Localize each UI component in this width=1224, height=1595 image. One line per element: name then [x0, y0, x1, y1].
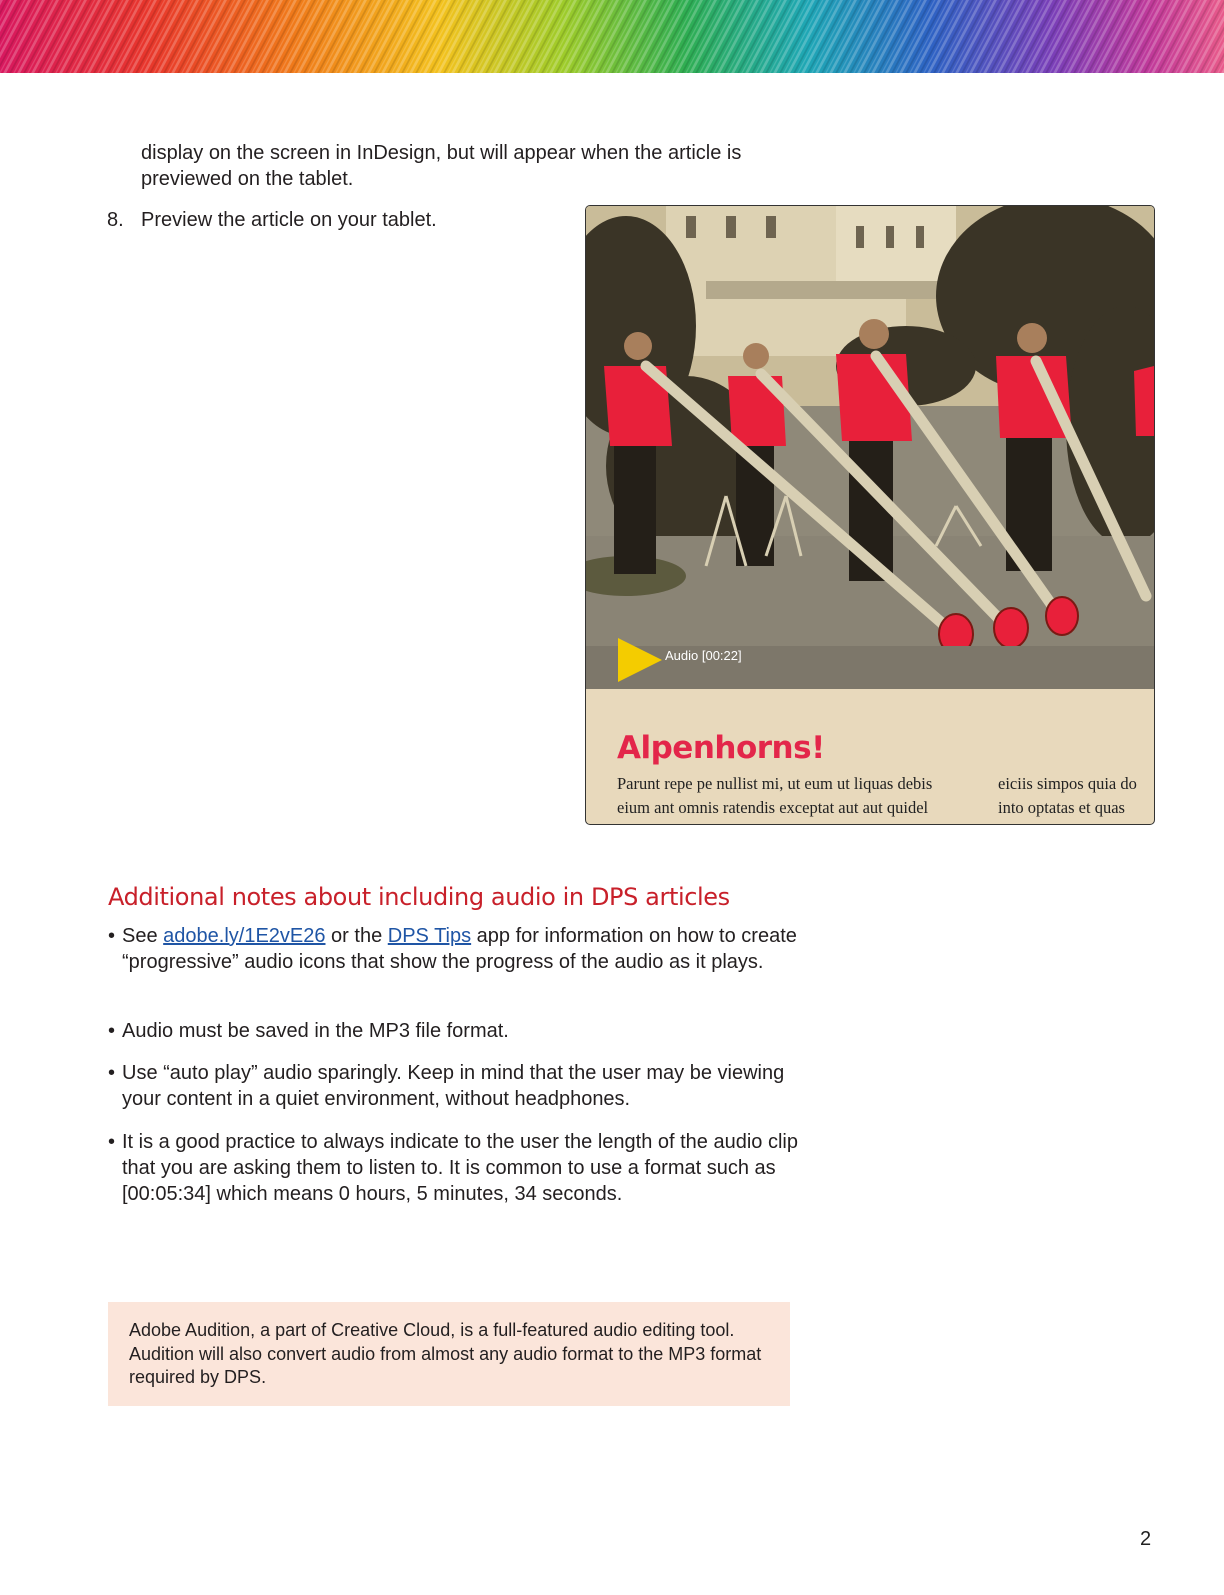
- column-1-line-2: eium ant omnis ratendis exceptat aut aut quidel: [617, 798, 929, 817]
- notes-heading: Additional notes about including audio in DPS articles: [108, 883, 730, 911]
- bullet-item: [108, 1060, 798, 1112]
- column-2-line-1: eiciis simpos quia do: [998, 774, 1137, 793]
- article-title: Alpenhorns!: [617, 730, 825, 766]
- article-column-2: [998, 772, 1137, 820]
- tip-box: [108, 1302, 790, 1406]
- bullet-2-text: Audio must be saved in the MP3 file format.: [122, 1020, 509, 1042]
- continued-paragraph: display on the screen in InDesign, but will appear when the article is previewed on the tablet.: [141, 142, 742, 190]
- column-1-line-1: Parunt repe pe nullist mi, ut eum ut liquas debis: [617, 774, 933, 793]
- bullet-see: See: [122, 925, 164, 947]
- bullet-dot: •: [108, 1062, 116, 1084]
- adobe-link[interactable]: adobe.ly/1E2vE26: [163, 925, 326, 947]
- step-text: Preview the article on your tablet.: [141, 209, 437, 231]
- tablet-preview: [585, 205, 1155, 825]
- bullet-dot: •: [108, 1131, 116, 1153]
- step-number: 8.: [107, 209, 124, 231]
- bullet-dot: •: [108, 1020, 116, 1042]
- tip-text: Adobe Audition, a part of Creative Cloud, is a full-featured audio editing tool. Audition will also convert audio from almost any audio format to the MP3 format required by DPS.: [129, 1320, 762, 1387]
- bullet-1-rest: app for information on how to create “progressive” audio icons that show the progress of the audio as it plays.: [122, 925, 797, 973]
- rainbow-banner: [0, 0, 1224, 73]
- bullet-3-text: Use “auto play” audio sparingly. Keep in mind that the user may be viewing your content in a quiet environment, without headphones.: [122, 1062, 785, 1110]
- dps-tips-link[interactable]: DPS Tips: [387, 925, 472, 947]
- play-icon[interactable]: [616, 636, 664, 684]
- column-2-line-2: into optatas et quas: [998, 798, 1125, 817]
- bullet-item: [108, 1129, 798, 1207]
- bullet-item: [108, 923, 798, 975]
- page-number: 2: [1140, 1528, 1152, 1550]
- bullet-4-text: It is a good practice to always indicate to the user the length of the audio clip that you are asking them to listen to. It is common to use a format such as [00:05:34] which means 0 hours, 5 minutes, 34 seconds.: [122, 1131, 798, 1205]
- bullet-item: [108, 1018, 798, 1044]
- article-column-1: [617, 772, 985, 820]
- alpenhorn-photo: [586, 206, 1154, 689]
- audio-label: Audio [00:22]: [665, 648, 742, 663]
- bullet-dot: •: [108, 925, 116, 947]
- bullet-or-the: or the: [325, 925, 388, 947]
